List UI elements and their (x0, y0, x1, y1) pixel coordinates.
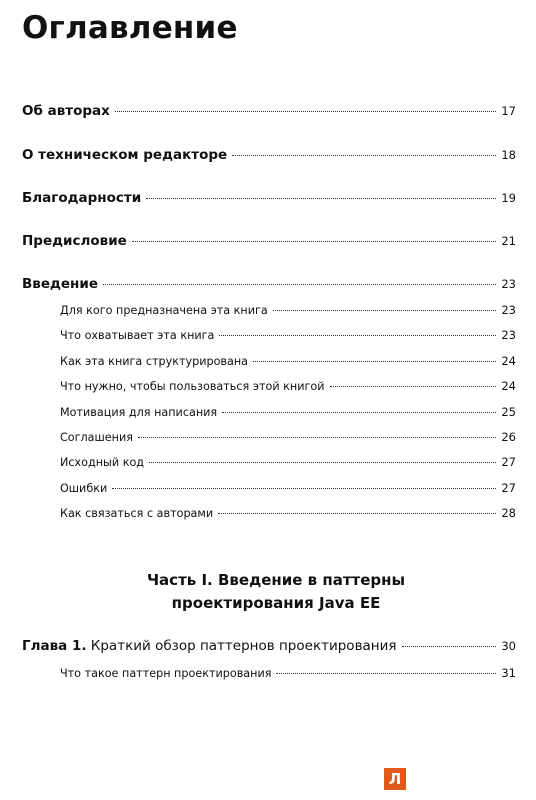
toc-chapter-1 (22, 638, 516, 654)
dot-leader (232, 155, 496, 156)
toc-subentry-label: Ошибки (60, 482, 108, 495)
toc-subentry-page: 24 (501, 379, 516, 393)
toc-subentry-page: 28 (501, 506, 516, 520)
toc-entry-label: О техническом редакторе (22, 147, 228, 163)
part-heading-line2: проектирования Java EE (171, 594, 381, 612)
toc-subentry-page: 26 (501, 430, 516, 444)
toc-subentry (60, 354, 516, 368)
toc-subentry (60, 455, 516, 469)
toc-entry-introduction (22, 276, 516, 292)
toc-subentry (60, 405, 516, 419)
dot-leader (138, 437, 496, 438)
toc-entry-page: 23 (501, 277, 516, 291)
toc-subentry-page: 25 (501, 405, 516, 419)
toc-subentry-label: Как эта книга структурирована (60, 355, 249, 368)
toc-entry-acknowledgements (22, 190, 516, 206)
toc-subentry-page: 24 (501, 354, 516, 368)
toc-subentry-label: Как связаться с авторами (60, 507, 214, 520)
toc-subentry-page: 31 (501, 666, 516, 680)
toc-subentry-page: 23 (501, 328, 516, 342)
part-heading-line1: Часть I. Введение в паттерны (146, 571, 406, 589)
toc-subentry-label: Соглашения (60, 431, 133, 444)
toc-subentry-label: Мотивация для написания (60, 406, 218, 419)
toc-entry-tech-editor (22, 147, 516, 163)
dot-leader (218, 513, 496, 514)
dot-leader (276, 673, 496, 674)
publisher-logo-icon: Л (384, 768, 406, 790)
toc-subentry (60, 506, 516, 520)
toc-subentry-label: Что такое паттерн проектирования (60, 667, 272, 680)
toc-subentry (60, 430, 516, 444)
chapter-number: Глава 1. (22, 638, 87, 654)
chapter-page: 30 (501, 639, 516, 653)
dot-leader (219, 335, 496, 336)
toc-entry-label: Предисловие (22, 233, 127, 249)
toc-entry-page: 18 (501, 148, 516, 162)
toc-entry-page: 19 (501, 191, 516, 205)
toc-entry-about-authors (22, 103, 516, 119)
toc-subentry (60, 481, 516, 495)
toc-entry-page: 21 (501, 234, 516, 248)
toc-subentry (60, 303, 516, 317)
dot-leader (146, 198, 496, 199)
toc-entry-page: 17 (501, 104, 516, 118)
dot-leader (222, 412, 496, 413)
dot-leader (112, 488, 496, 489)
dot-leader (103, 284, 496, 285)
toc-entry-label: Благодарности (22, 190, 142, 206)
toc-entry-preface (22, 233, 516, 249)
toc-subentry-page: 27 (501, 481, 516, 495)
page-title: Оглавление (22, 10, 238, 46)
dot-leader (330, 386, 497, 387)
dot-leader (132, 241, 497, 242)
toc-subentry-label: Что охватывает эта книга (60, 329, 215, 342)
toc-subentry-page: 23 (501, 303, 516, 317)
chapter-title: Краткий обзор паттернов проектирования (90, 638, 397, 654)
toc-subentry (60, 328, 516, 342)
toc-subentry-label: Что нужно, чтобы пользоваться этой книгой (60, 380, 325, 393)
toc-subentry (60, 379, 516, 393)
dot-leader (273, 310, 497, 311)
part-heading (0, 569, 536, 615)
toc-subentry-label: Для кого предназначена эта книга (60, 304, 268, 317)
toc-entry-label: Введение (22, 276, 98, 292)
toc-subentry (60, 666, 516, 680)
toc-subentry-label: Исходный код (60, 456, 145, 469)
toc-entry-label: Об авторах (22, 103, 110, 119)
dot-leader (149, 462, 496, 463)
dot-leader (115, 111, 497, 112)
dot-leader (402, 646, 497, 647)
dot-leader (253, 361, 496, 362)
toc-subentry-page: 27 (501, 455, 516, 469)
